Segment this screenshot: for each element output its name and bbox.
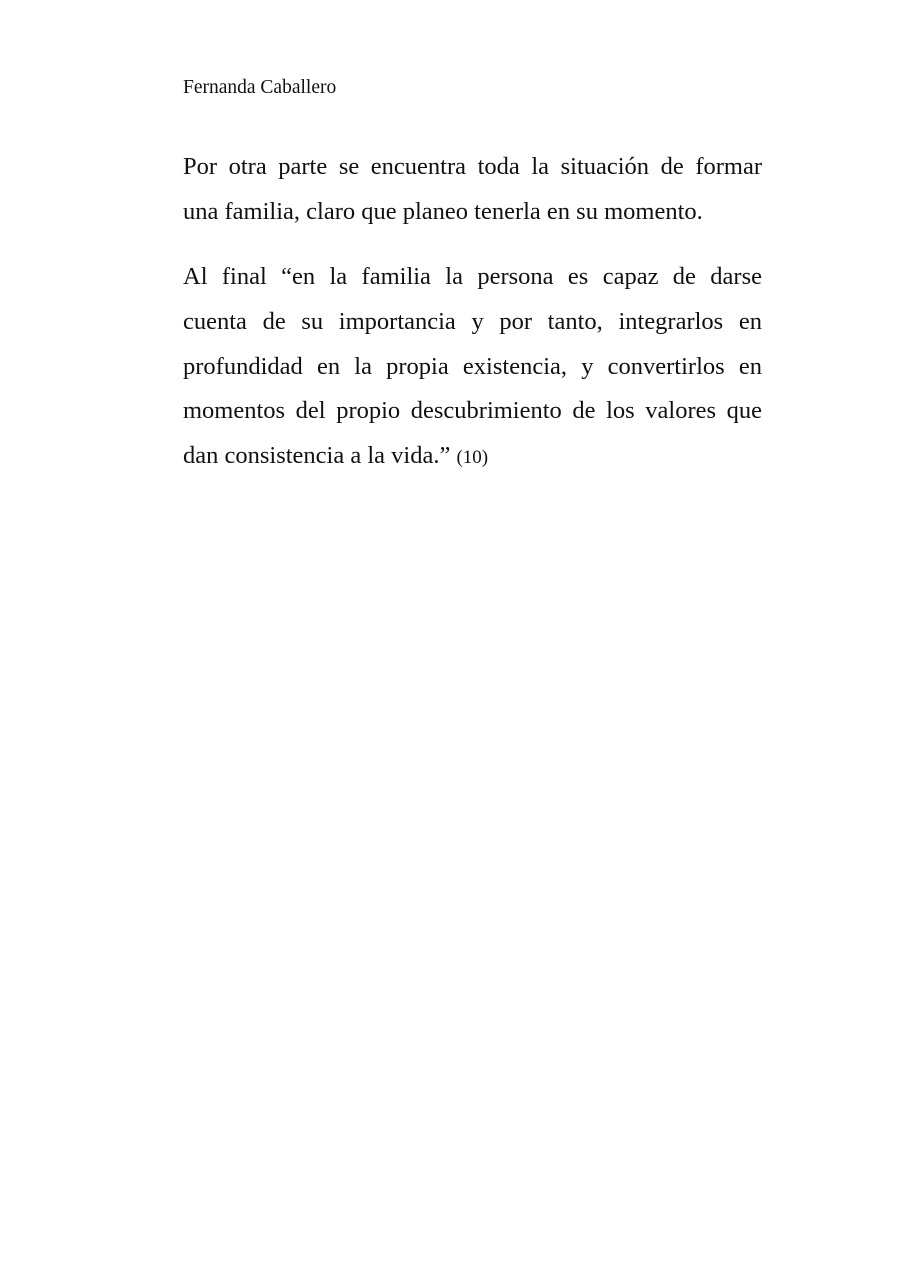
paragraph-last-line — [183, 441, 762, 486]
paragraph-line: cuenta de su importancia y por tanto, integrarlos en — [183, 307, 762, 335]
paragraph-line: momentos del propio descubrimiento de los valores que — [183, 397, 762, 425]
page-header-author: Fernanda Caballero — [183, 77, 337, 98]
paragraph-line: profundidad en la propia existencia, y convertirlos en — [183, 352, 762, 380]
paragraph-line: Al final “en la familia la persona es capaz de darse — [183, 263, 762, 290]
citation-reference: (10) — [456, 447, 489, 469]
paragraph-quote — [183, 262, 762, 486]
paragraph-line: Por otra parte se encuentra toda la situación de formar — [183, 153, 762, 180]
paragraph-family-plans — [183, 152, 762, 242]
quote-end-text: dan consistencia a la vida.” — [183, 442, 451, 470]
paragraph-line: una familia, claro que planeo tenerla en su momento. — [183, 197, 703, 225]
